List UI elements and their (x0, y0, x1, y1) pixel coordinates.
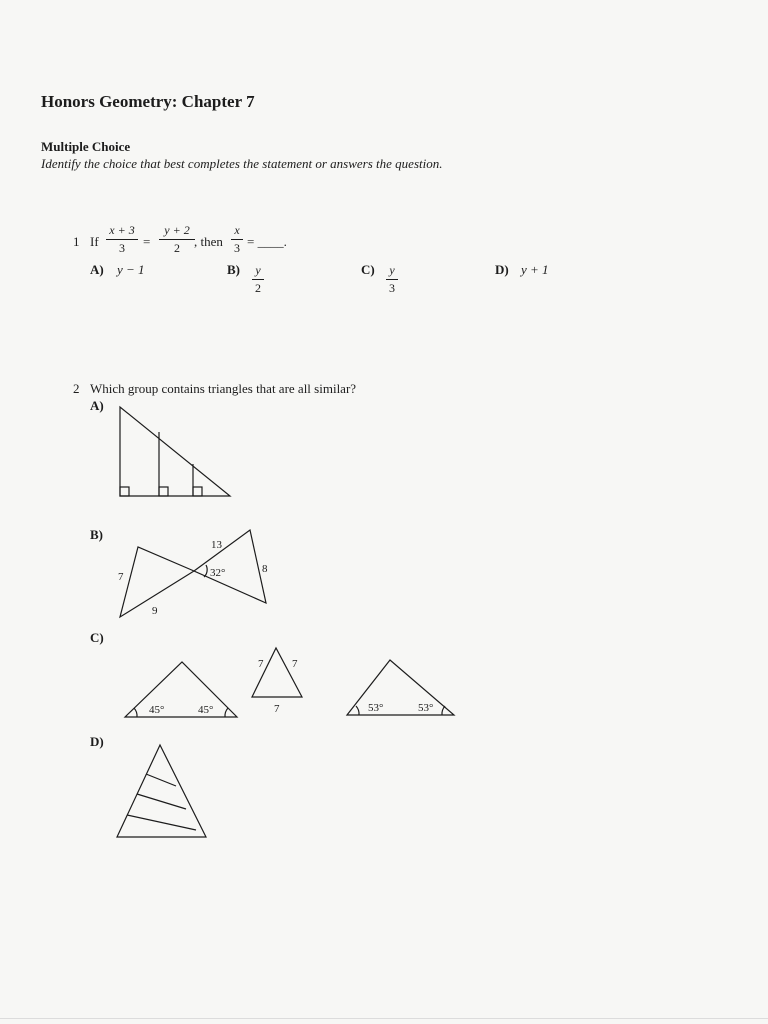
choice-c-denominator: 3 (389, 281, 395, 295)
angle-label-53-right: 53° (418, 702, 434, 714)
fraction-rhs-numerator: y + 2 (164, 223, 190, 237)
side-label-7-bottom: 7 (274, 703, 280, 715)
section-heading: Multiple Choice (41, 139, 131, 154)
page-title: Honors Geometry: Chapter 7 (41, 92, 255, 111)
triangle-right (194, 530, 266, 603)
choice-b-numerator: y (255, 263, 261, 277)
fraction-rhs-denominator: 2 (174, 241, 180, 255)
parallel-line (137, 794, 186, 809)
answer-blank: = ____. (247, 234, 287, 249)
triangle-large (120, 407, 230, 496)
parallel-line (127, 815, 196, 830)
side-label-7: 7 (118, 571, 124, 583)
question-1-number: 1 (73, 234, 80, 249)
right-angle-mark (120, 487, 129, 496)
choice-a-nested-right-triangles[interactable] (120, 407, 230, 496)
page-bottom-edge (0, 1018, 768, 1019)
angle-label-53-left: 53° (368, 702, 384, 714)
then-word: , then (194, 234, 223, 249)
choice-d-text[interactable]: y + 1 (521, 262, 549, 277)
choice-d-label[interactable]: D) (90, 734, 104, 749)
angle-arc (225, 708, 228, 717)
triangle-equilateral (252, 648, 302, 697)
choice-d-striped-triangle[interactable] (117, 745, 206, 837)
triangle-45-45 (125, 662, 237, 717)
fraction-target-denominator: 3 (234, 241, 240, 255)
choice-c-label[interactable]: C) (90, 630, 104, 645)
side-label-13: 13 (211, 539, 222, 551)
parallel-line (146, 774, 176, 786)
side-label-9: 9 (152, 605, 158, 617)
angle-label-32: 32° (210, 567, 226, 579)
right-angle-mark (159, 487, 168, 496)
choice-b-bowtie-triangles[interactable] (120, 530, 266, 617)
angle-arc (356, 706, 359, 715)
if-word: If (90, 234, 99, 249)
equals-sign: = (143, 234, 151, 249)
triangle-outer (117, 745, 206, 837)
triangle-53-53 (347, 660, 454, 715)
fraction-lhs-numerator: x + 3 (109, 223, 135, 237)
angle-arc (134, 708, 137, 717)
angle-label-45-left: 45° (149, 704, 165, 716)
side-label-7-right: 7 (292, 658, 298, 670)
choice-a-label[interactable]: A) (90, 398, 104, 413)
instructions: Identify the choice that best completes the statement or answers the question. (41, 156, 443, 171)
choice-a-label[interactable]: A) (90, 262, 104, 277)
choice-b-denominator: 2 (255, 281, 261, 295)
fraction-lhs-denominator: 3 (119, 241, 125, 255)
question-2-text: Which group contains triangles that are all similar? (90, 381, 357, 396)
right-angle-mark (193, 487, 202, 496)
choice-a-text[interactable]: y − 1 (117, 262, 145, 277)
choice-d-label[interactable]: D) (495, 262, 509, 277)
side-label-8: 8 (262, 563, 268, 575)
choice-b-label[interactable]: B) (227, 262, 240, 277)
angle-label-45-right: 45° (198, 704, 214, 716)
fraction-target-numerator: x (234, 223, 240, 237)
choice-c-numerator: y (389, 263, 395, 277)
choice-b-label[interactable]: B) (90, 527, 103, 542)
choice-c-label[interactable]: C) (361, 262, 375, 277)
question-2-number: 2 (73, 381, 80, 396)
side-label-7-left: 7 (258, 658, 264, 670)
angle-arc (442, 706, 445, 715)
choice-c-triangles[interactable] (125, 648, 454, 717)
